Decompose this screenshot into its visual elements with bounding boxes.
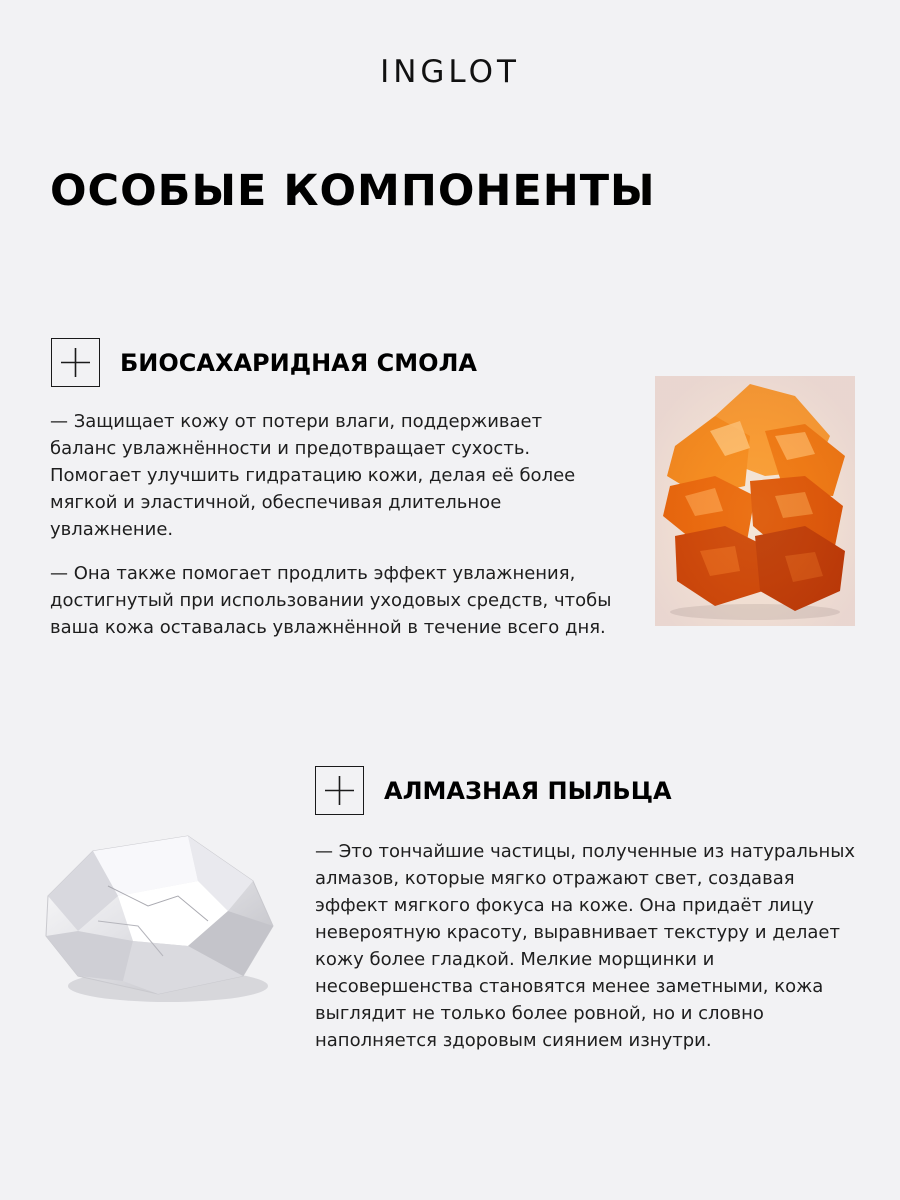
section-title: АЛМАЗНАЯ ПЫЛЬЦА	[384, 776, 672, 805]
section-heading-resin	[51, 338, 477, 387]
paragraph: — Это тончайшие частицы, полученные из натуральных алмазов, которые мягко отражают свет, создавая эффект мягкого фокуса на коже. Она придаёт лицу невероятную красоту, выравнивает текстуру и делает кожу более гладкой. Мелкие морщинки и несовершенства становятся менее заметными, кожа выглядит не только более ровной, но и словно наполняется здоровым сиянием изнутри.	[315, 841, 856, 1051]
plus-icon	[51, 338, 100, 387]
section-title: БИОСАХАРИДНАЯ СМОЛА	[120, 348, 477, 377]
amber-resin-image	[655, 376, 855, 626]
plus-icon	[315, 766, 364, 815]
paragraph: — Она также помогает продлить эффект увлажнения, достигнутый при использовании уходовых средств, чтобы ваша кожа оставалась увлажнённой в течение всего дня.	[50, 563, 612, 638]
paragraph: — Защищает кожу от потери влаги, поддерживает баланс увлажнённости и предотвращает сухость. Помогает улучшить гидратацию кожи, делая её более мягкой и эластичной, обеспечивая длительное увлажнение.	[50, 411, 576, 540]
section-heading-diamond	[315, 766, 672, 815]
page-title: ОСОБЫЕ КОМПОНЕНТЫ	[50, 166, 656, 216]
diamond-image	[38, 826, 283, 1006]
brand-logo: INGLOT	[380, 54, 520, 90]
